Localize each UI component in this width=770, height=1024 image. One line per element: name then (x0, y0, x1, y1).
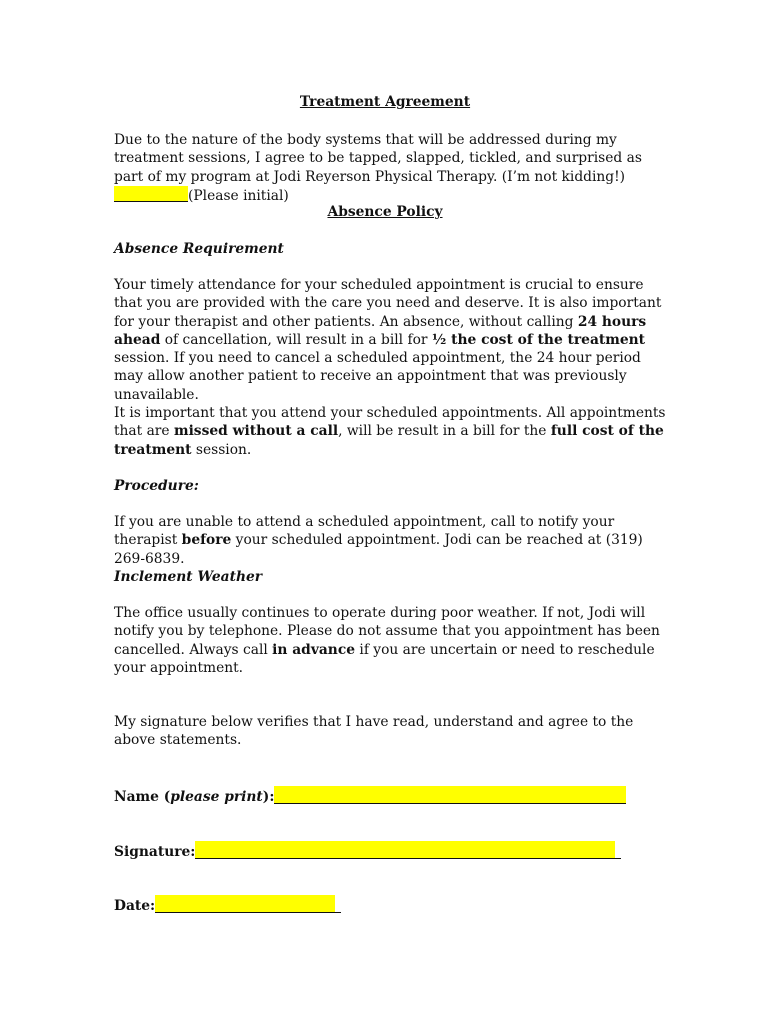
signature-label: Signature: (114, 844, 196, 860)
p2-bold-missed: missed without a call (173, 423, 339, 440)
p2-text-c: , will be result in a bill for the (338, 423, 551, 440)
absence-requirement-heading: Absence Requirement (114, 241, 284, 257)
procedure-heading: Procedure: (114, 478, 199, 494)
absence-policy-title: Absence Policy (327, 204, 443, 220)
initial-field[interactable] (114, 186, 188, 202)
procedure-text-c: your scheduled appointment. Jodi can be reached at (319) 269-6839. (114, 532, 643, 567)
p2-bold-full-cost: full cost of the treatment (114, 423, 664, 458)
procedure-bold-before: before (181, 532, 232, 549)
procedure-text-a: If you are unable to attend a scheduled appointment, call to notify your therapist (114, 514, 615, 549)
inclement-weather-heading: Inclement Weather (114, 569, 263, 585)
name-field-row (114, 786, 626, 806)
date-label: Date: (114, 898, 156, 914)
date-input[interactable] (155, 895, 335, 913)
p1-text-a: Your timely attendance for your scheduled appointment is crucial to ensure that you are provided with the care you need and deserve. It is also important for your therapist and other patients. An absence, without calling (114, 277, 662, 330)
inclement-weather-paragraph (114, 604, 674, 677)
date-underline-tail (335, 897, 341, 913)
weather-bold-in-advance: in advance (272, 641, 356, 658)
p2-text-d: session. (191, 441, 252, 458)
date-field-row (114, 895, 341, 915)
procedure-paragraph (114, 513, 674, 568)
signature-statement: My signature below verifies that I have read, understand and agree to the above statements. (114, 714, 634, 749)
name-label-end: ): (262, 789, 275, 805)
signature-input[interactable] (195, 841, 615, 859)
intro-text: Due to the nature of the body systems that will be addressed during my treatment sessions, I agree to be tapped, slapped, tickled, and surprised as part of my program at Jodi Reyerson Physical Therapy. (I’m not kidding!) (114, 132, 642, 185)
intro-paragraph (114, 131, 674, 205)
p1-text-c: of cancellation, will result in a bill for (160, 331, 432, 348)
name-label: Name ( (114, 789, 171, 805)
p1-bold-24-hours: 24 hours ahead (114, 313, 647, 348)
signature-underline-tail (615, 843, 621, 859)
p1-text-d: session. If you need to cancel a scheduled appointment, the 24 hour period may allow another patient to receive an appointment that was previously unavailable. (114, 350, 641, 403)
p2-text-a: It is important that you attend your scheduled appointments. All appointments that are (114, 405, 666, 440)
weather-text-c: if you are uncertain or need to reschedule your appointment. (114, 641, 655, 676)
absence-requirement-paragraph-2 (114, 404, 674, 459)
name-label-italic: please print (170, 789, 263, 805)
signature-field-row (114, 841, 621, 861)
p1-bold-half-cost: ½ the cost of the treatment (431, 331, 646, 348)
weather-text-a: The office usually continues to operate during poor weather. If not, Jodi will notify you by telephone. Please do not assume that you appointment has been cancelled. Always call (114, 605, 660, 658)
document-title: Treatment Agreement (299, 94, 471, 110)
absence-requirement-paragraph-1 (114, 276, 674, 404)
initial-label: (Please initial) (188, 187, 289, 204)
name-input[interactable] (274, 786, 626, 804)
